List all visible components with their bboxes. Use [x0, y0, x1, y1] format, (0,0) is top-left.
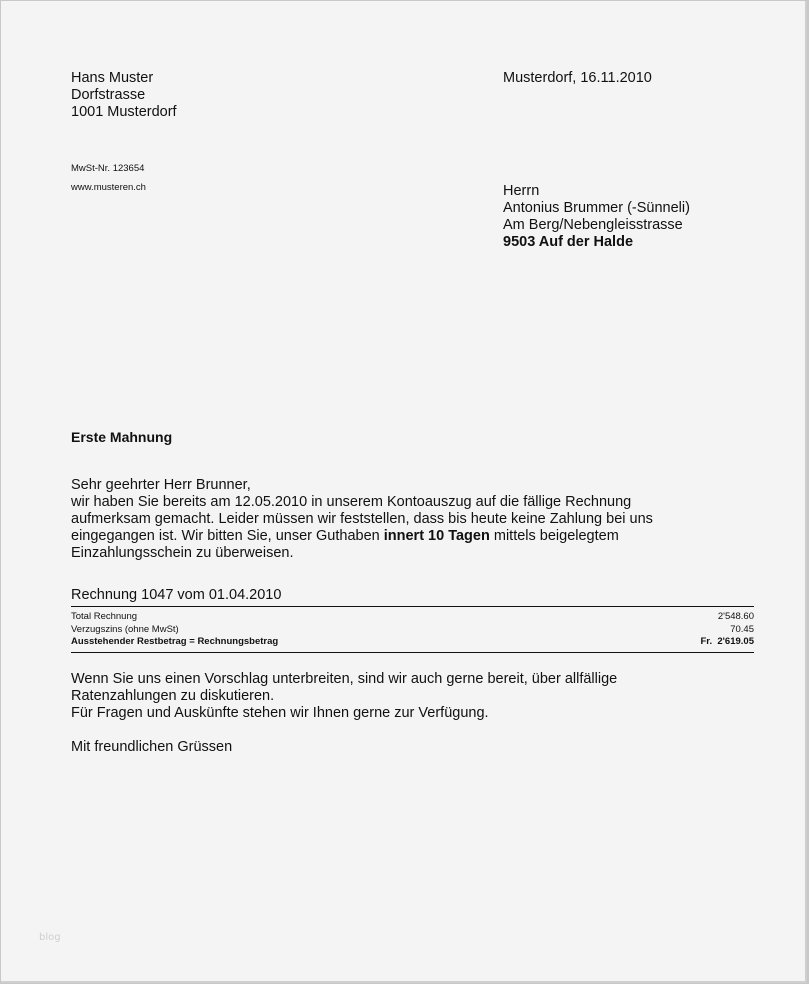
signoff: Mit freundlichen Grüssen — [71, 739, 233, 755]
invoice-total-amount: Fr. 2'619.05 — [700, 636, 754, 647]
body-line: aufmerksam gemacht. Leider müssen wir feststellen, dass bis heute keine Zahlung bei uns — [71, 511, 653, 527]
invoice-table — [71, 606, 754, 653]
greeting: Sehr geehrter Herr Brunner, — [71, 477, 251, 493]
closing-line: Wenn Sie uns einen Vorschlag unterbreiten, sind wir auch gerne bereit, über allfällige — [71, 671, 618, 687]
body-line: Einzahlungsschein zu überweisen. — [71, 545, 294, 561]
invoice-total-row — [71, 636, 754, 649]
letter-body — [71, 477, 671, 562]
body-line: wir haben Sie bereits am 12.05.2010 in unserem Kontoauszug auf die fällige Rechnung — [71, 494, 632, 510]
recipient-salutation: Herrn — [503, 183, 540, 199]
spacer — [71, 722, 691, 739]
recipient-city: 9503 Auf der Halde — [503, 234, 634, 250]
sender-address — [71, 70, 177, 121]
invoice-row — [71, 611, 754, 624]
place-date: Musterdorf, 16.11.2010 — [503, 70, 652, 86]
invoice-row-label: Total Rechnung — [71, 611, 138, 622]
sender-street: Dorfstrasse — [71, 87, 146, 103]
deadline-emphasis: innert 10 Tagen — [383, 528, 490, 544]
vat-number: MwSt-Nr. 123654 — [71, 163, 145, 174]
closing-line: Ratenzahlungen zu diskutieren. — [71, 688, 275, 704]
invoice-row-amount: 2'548.60 — [717, 611, 754, 622]
recipient-name: Antonius Brummer (-Sünneli) — [503, 200, 690, 216]
closing-line: Für Fragen und Auskünfte stehen wir Ihnen gerne zur Verfügung. — [71, 705, 489, 721]
invoice-row-label: Verzugszins (ohne MwSt) — [71, 623, 179, 635]
invoice-row-amount: 70.45 — [730, 623, 754, 635]
watermark: blog — [39, 932, 61, 943]
body-line — [71, 528, 671, 545]
recipient-address — [503, 183, 690, 251]
body-text: eingegangen ist. Wir bitten Sie, unser Guthaben — [71, 528, 384, 544]
body-text: mittels beigelegtem — [489, 528, 619, 544]
invoice-row — [71, 624, 754, 637]
invoice-total-label: Ausstehender Restbetrag = Rechnungsbetrag — [71, 636, 279, 647]
sender-website: www.musteren.ch — [71, 182, 146, 193]
sender-name: Hans Muster — [71, 70, 154, 86]
letter-subject: Erste Mahnung — [71, 429, 173, 445]
invoice-title: Rechnung 1047 vom 01.04.2010 — [71, 587, 282, 603]
letter-page — [1, 1, 807, 983]
recipient-street: Am Berg/Nebengleisstrasse — [503, 217, 683, 233]
closing-paragraph — [71, 671, 691, 756]
sender-city: 1001 Musterdorf — [71, 104, 177, 120]
